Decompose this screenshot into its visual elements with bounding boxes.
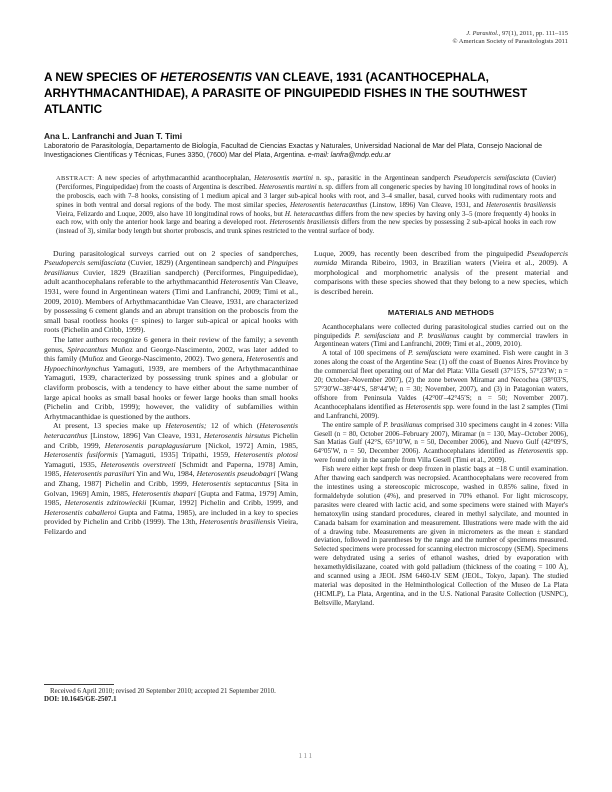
abstract-text: A new species of arhythmacanthid acanthocephalan, Heterosentis martini n. sp., parasitic in the Argentinean sandperch Pseudopercis semifasciata (Cuvier) (Perciformes, Pinguipedidae) from the coasts of Argentina is described. Heterosentis martini n. sp. differs from all congeneric species by having 10 longitudinal rows of hooks in the proboscis, each with 7–8 hooks, consisting of 1 medium apical and 3 larger sub-apical hooks with root, and 3–4 smaller, basal, curved hooks with rudimentary roots and spines in both ventral and dorsal regions of the body. The most similar species, Heterosentis heteracanthus (Linstow, 1896) Van Cleave, 1931, and Heterosentis brasiliensis Vieira, Felizardo and Luque, 2009, also have 10 longitudinal rows of hooks, but H. heteracanthus differs from the new species by having only 3–5 (more frequently 4) hooks in each row, with only the anterior hook large and bearing a developed root. Heterosentis brasiliensis differs from the new species by possessing 2 sub-apical hooks in each row (instead of 3), similar body length but shorter proboscis, and trunk spines restricted to the ventral surface of body. (56, 173, 557, 235)
body-paragraph: Luque, 2009, has recently been described from the pinguipedid Pseudopercis numida Miranda Ribeiro, 1903, in Brazilian waters (Vieira et al., 2009). A morphological and morphometric analysis of the present material and comparisons with these species showed that they belong to a new species, which is described herein. (314, 248, 568, 297)
materials-and-methods-text (314, 323, 568, 608)
body-paragraph: At present, 13 species make up Heterosentis; 12 of which (Heterosentis heteracanthus [Linstow, 1896] Van Cleave, 1931, Heterosentis hirsutus Pichelin and Cribb, 1999, Heterosentis paraplagusiarum [Nickol, 1972] Amin, 1985, Heterosentis fusiformis [Yamaguti, 1935] Tripathi, 1959, Heterosentis plotosi Yamaguti, 1935, Heterosentis overstreeti [Schmidt and Paperna, 1978] Amin, 1985, Heterosentis parasiluri Yin and Wu, 1984, Heterosentis pseudobagri [Wang and Zhang, 1987] Pichelin and Cribb, 1999, Heterosentis septacantus [Sita in Golvan, 1969] Amin, 1985, Heterosentis thapari [Gupta and Fatma, 1979] Amin, 1985, Heterosentis zdzitowieckii [Kumar, 1992] Pichelin and Cribb, 1999, and Heterosentis caballeroi Gupta and Fatma, 1985), are included in a key to species provided by Pichelin and Cribb (1999). The 13th, Heterosentis brasiliensis Vieira, Felizardo and (44, 421, 299, 536)
article-footnote (44, 684, 298, 705)
abstract-label: ABSTRACT: (56, 174, 95, 182)
body-paragraph: The latter authors recognize 6 genera in their review of the family; a seventh genus, Spiracanthus Muñoz and George-Nascimento, 2002, was later added to this family (Muñoz and George-Nascimento, 2002). Two genera, Heterosentis and Hypoechinorhynchus Yamaguti, 1939, are members of the Arhythmacanthinae Yamaguti, 1939, characterized by possessing trunk spines and a globular or claviform proboscis, with a tendency to have either about the same number of large apical hooks as small basal hooks or fewer large hooks than small hooks (Pichelin and Cribb, 1999); however, the validity of subfamilies within Arhytmacanthidae is questioned by the authors. (44, 335, 299, 421)
left-column (44, 249, 298, 705)
authors-line: Ana L. Lanfranchi and Juan T. Timi (44, 131, 183, 142)
received-dates-line: Received 6 April 2010; revised 20 September 2010; accepted 21 September 2010. (50, 687, 276, 695)
right-column (314, 249, 568, 705)
two-column-body (44, 249, 568, 705)
body-paragraph: The entire sample of P. brasilianus comprised 310 specimens caught in 4 zones: Villa Gesell (n = 80, October 2006–February 2007), Miramar (n = 130, May–October 2006), San Matias Gulf (42°S, 65°10′W, n = 50, December 2006), and Nuevo Gulf (42°09′S, 64°05′W, n = 50, December 2006). Acanthocephalans identified as Heterosentis spp. were found only in the sample from Villa Gesell (Timi et al., 2009). (314, 420, 568, 465)
masthead (44, 30, 568, 46)
section-heading-materials-and-methods: MATERIALS AND METHODS (387, 307, 495, 317)
body-paragraph: Fish were either kept fresh or deep frozen in plastic bags at −18 C until examination. After thawing each sandperch was necropsied. Acanthocephalans were recovered from the intestines using a stereoscopic microscope, washed in 0.85% saline, fixed in formaldehyde solution (4%), and preserved in 70% ethanol. For light microscopy, parasites were cleared with lactic acid, and some specimens were stained with Mayer's hematoxylin using standard procedures, cleared in methyl salycilate, and mounted in Canada balsam for examination and measurement. Illustrations were made with the aid of a drawing tube. Measurements are given in micrometers as the mean ± standard deviation, followed in parentheses by the range and the number of specimens measured. Selected specimens were processed for scanning electron microscopy (SEM). Specimens were dehydrated using a series of ethanol washes, dried by evaporation with hexamethyldisilazane, coated with gold palladium (thickness of the coating = 100 Å), and scanned using a JEOL JSM 6460-LV SEM (JEOL, Tokyo, Japan). The studied material was deposited in the Helminthological Collection of the Museo de La Plata (HCMLP), La Plata, Argentina, and in the U.S. National Parasite Collection (USNPC), Beltsville, Maryland. (314, 465, 568, 607)
copyright-line: © American Society of Parasitologists 2011 (452, 38, 568, 46)
affiliation-line: Laboratorio de Parasitología, Departamento de Biología, Facultad de Ciencias Exactas y Naturales, Universidad Nacional de Mar del Plata, Consejo Nacional de Investigaciones Científicas y Técnicas, Funes 3350, (7600) Mar del Plata, Argentina. e-mail: lanfra@mdp.edu.ar (44, 143, 543, 159)
body-paragraph: During parasitological surveys carried out on 2 species of sandperches, Pseudopercis semifasciata (Cuvier, 1829) (Argentinean sandperch) and Pinguipes brasilianus Cuvier, 1829 (Brazilian sandperch) (Perciformes, Pinguipedidae), adult acanthocephalans referable to the arhythmacanthid Heterosentis Van Cleave, 1931, were found in Argentinean waters (Timi and Lanfranchi, 2009; Timi et al., 2009, 2010). Members of Arhythmacanthidae Van Cleave, 1931, are characterized by possessing 6 cement glands and an abrupt transition on the proboscis from the small basal rootless hooks (= spines) to larger sub-apical or apical hooks with roots (Pichelin and Cribb, 1999). (44, 248, 298, 335)
page-number: 111 (298, 751, 314, 760)
body-paragraph: A total of 100 specimens of P. semifasciata were examined. Fish were caught in 3 zones along the coast of the Argentine Sea: (1) off the coast of Buenos Aires Province by the commercial fleet operating out of Mar del Plata: Villa Gesell (37°15′S, 57°23′W; n = 20; October–November 2007), (2) the zone between Miramar and Necochea (38°03′S, 57°30′W–38°44′S, 58°44′W; n = 30; November, 2007), and (3) in Patagonian waters, offshore from Peninsula Valdes (42°00′–42°45′S; n = 50; November 2007). Acanthocephalans identified as Heterosentis spp. were found in the last 2 samples (Timi and Lanfranchi, 2009). (314, 349, 568, 420)
journal-citation-line: J. Parasitol., 97(1), 2011, pp. 111–115 (466, 30, 568, 37)
body-paragraph: Acanthocephalans were collected during parasitological studies carried out on the pinguipedids P. semifasciata and P. brasilianus caught by commercial trawlers in Argentinean waters (Timi and Lanfranchi, 2009; Timi et al., 2009, 2010). (314, 322, 568, 349)
doi-line: DOI: 10.1645/GE-2507.1 (44, 696, 117, 704)
footnote-rule (44, 684, 114, 685)
article-title: A NEW SPECIES OF HETEROSENTIS VAN CLEAVE, 1931 (ACANTHOCEPHALA, ARHYTHMACANTHIDAE), A PARASITE OF PINGUIPEDID FISHES IN THE SOUTHWEST ATLANTIC (44, 70, 528, 116)
abstract-block (56, 174, 556, 236)
